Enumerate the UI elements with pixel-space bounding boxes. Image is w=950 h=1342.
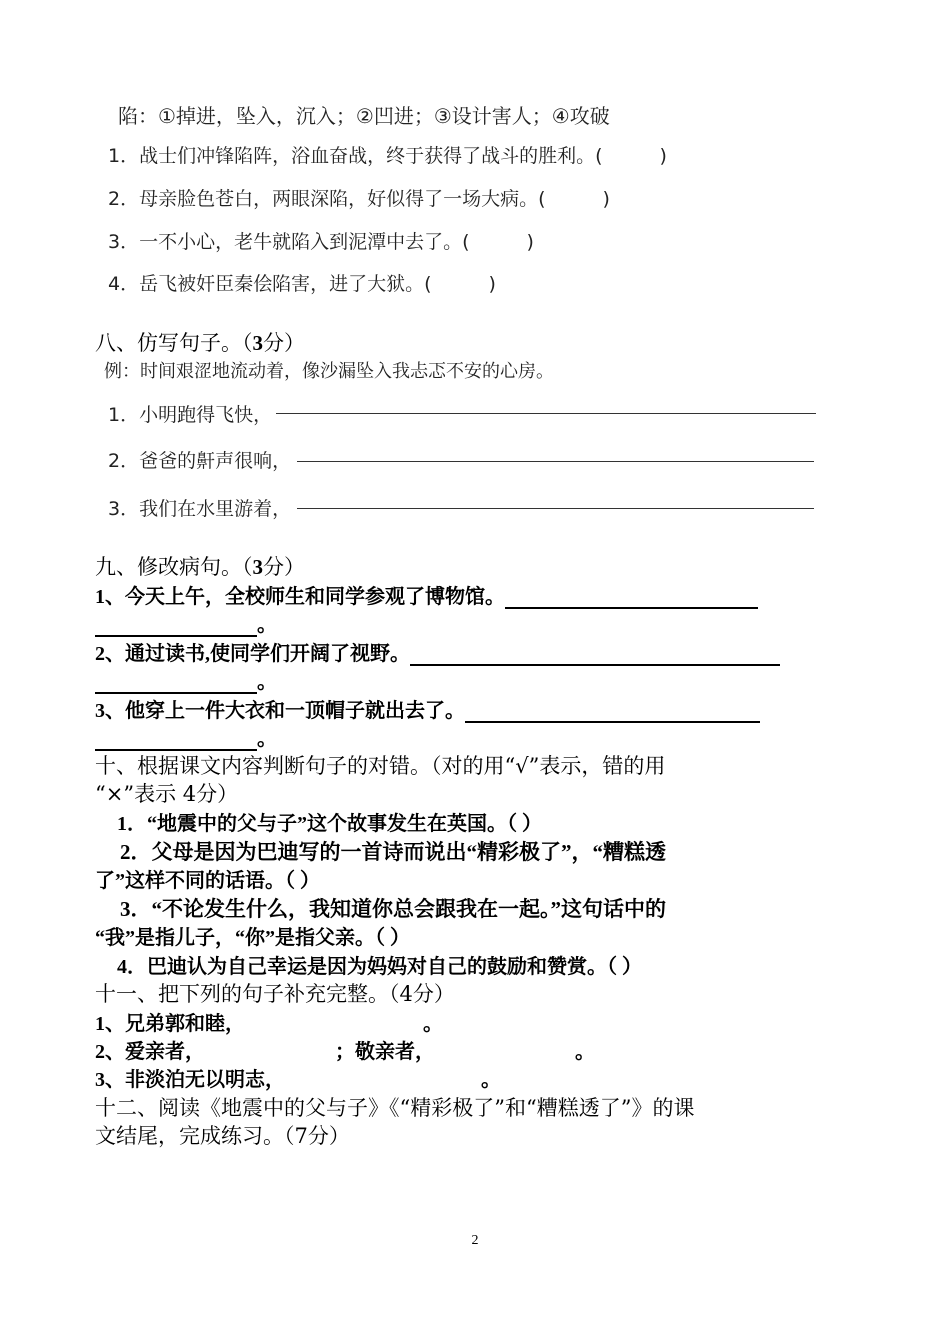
section9-item-3-cont: 。 <box>95 722 277 751</box>
answer-line[interactable] <box>297 461 814 462</box>
section8-example: 例：时间艰涩地流动着，像沙漏坠入我忐忑不安的心房。 <box>104 361 554 382</box>
section10-q4: 4．巴迪认为自己幸运是因为妈妈对自己的鼓励和赞赏。（ ） <box>117 956 642 978</box>
section8-item-2: 2．爸爸的鼾声很响， <box>108 450 292 472</box>
section12-line-2: 文结尾，完成练习。（7分） <box>95 1124 350 1148</box>
section11-item-3: 3、非淡泊无以明志， 。 <box>95 1069 501 1091</box>
section9-item-2-cont: 。 <box>95 665 277 694</box>
scan-item-1: 1．战士们冲锋陷阵，浴血奋战，终于获得了战斗的胜利。( ) <box>108 145 667 167</box>
scan-item-4: 4．岳飞被奸臣秦侩陷害，进了大狱。( ) <box>108 273 496 295</box>
answer-line[interactable] <box>276 413 816 414</box>
section8-item-1: 1．小明跑得飞快， <box>108 404 273 426</box>
section8-title: 八、仿写句子。（3分） <box>95 331 305 355</box>
answer-blank[interactable] <box>465 699 760 723</box>
answer-blank[interactable] <box>95 670 257 694</box>
answer-blank[interactable] <box>410 642 780 666</box>
answer-line[interactable] <box>297 508 814 509</box>
section9-item-1-cont: 。 <box>95 608 277 637</box>
section10-q3-a: 3．“不论发生什么，我知道你总会跟我在一起。”这句话中的 <box>120 897 666 921</box>
scan-definition: 陷：①掉进，坠入，沉入；②凹进；③设计害人；④攻破 <box>118 104 610 128</box>
section11-item-2: 2、爱亲者， ；敬亲者， 。 <box>95 1041 595 1063</box>
section12-line-1: 十二、阅读《地震中的父与子》《“精彩极了”和“糟糕透了”》的课 <box>95 1096 695 1120</box>
section10-q1: 1．“地震中的父与子”这个故事发生在英国。（ ） <box>117 813 542 835</box>
answer-blank[interactable] <box>95 727 257 751</box>
section9-item-3: 3、他穿上一件大衣和一顶帽子就出去了。 <box>95 694 760 723</box>
section9-item-2: 2、通过读书,使同学们开阔了视野。 <box>95 637 780 666</box>
section8-item-3: 3．我们在水里游着， <box>108 498 292 520</box>
section10-q3-b: “我”是指儿子，“你”是指父亲。（ ） <box>95 927 410 949</box>
answer-blank[interactable] <box>505 585 758 609</box>
answer-blank[interactable] <box>95 613 257 637</box>
scan-item-3: 3．一不小心，老牛就陷入到泥潭中去了。( ) <box>108 231 534 253</box>
section10-title-2: “×”表示 4分） <box>95 782 239 806</box>
section10-title-1: 十、根据课文内容判断句子的对错。（对的用“√”表示，错的用 <box>95 754 666 778</box>
section10-q2-a: 2．父母是因为巴迪写的一首诗而说出“精彩极了”，“糟糕透 <box>120 840 666 864</box>
section11-item-1: 1、兄弟郭和睦， 。 <box>95 1013 443 1035</box>
section9-item-1: 1、今天上午，全校师生和同学参观了博物馆。 <box>95 580 758 609</box>
scan-item-2: 2．母亲脸色苍白，两眼深陷，好似得了一场大病。( ) <box>108 188 610 210</box>
section10-q2-b: 了”这样不同的话语。（ ） <box>95 870 320 892</box>
section11-title: 十一、把下列的句子补充完整。（4分） <box>95 982 455 1006</box>
section9-title: 九、修改病句。（3分） <box>95 555 305 579</box>
page-number: 2 <box>471 1233 479 1248</box>
